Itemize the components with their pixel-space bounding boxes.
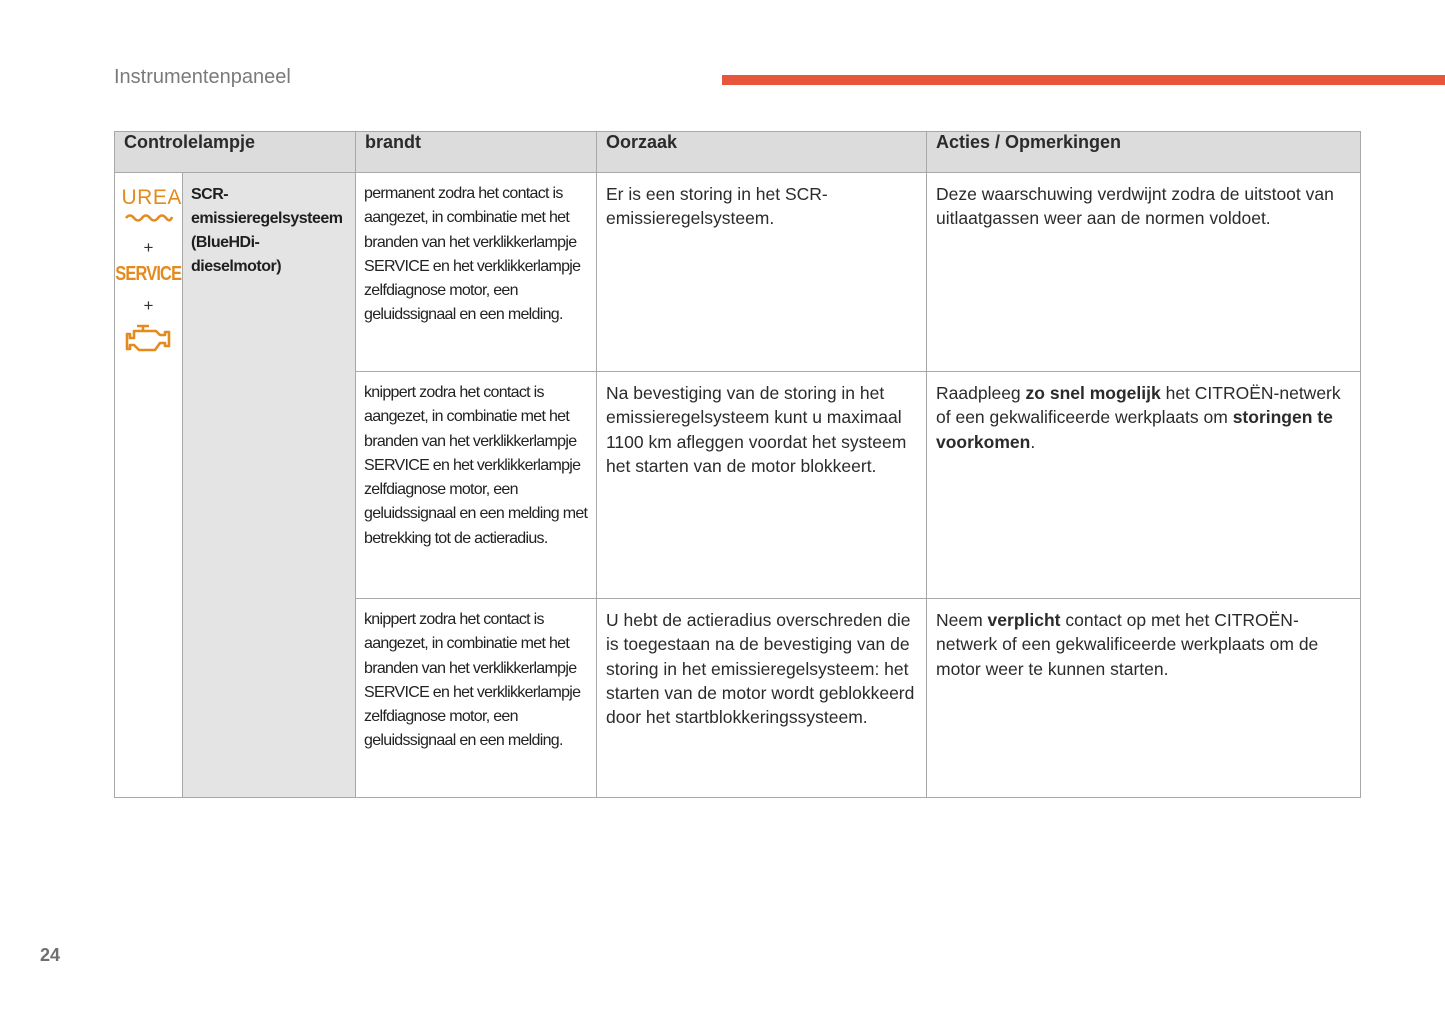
acties-emphasis: verplicht — [987, 610, 1061, 630]
oorzaak-cell: Er is een storing in het SCR-emissieregelsysteem. — [597, 173, 927, 372]
acties-cell — [927, 599, 1361, 798]
header-accent-bar — [722, 75, 1445, 85]
acties-cell — [927, 173, 1361, 372]
brandt-cell: permanent zodra het contact is aangezet, in combinatie met het branden van het verklikkerlampje SERVICE en het verklikkerlampje zelfdiagnose motor, een geluidssignaal en een melding. — [356, 173, 597, 372]
section-title: Instrumentenpaneel — [114, 66, 291, 88]
acties-emphasis: zo snel mogelijk — [1025, 383, 1161, 403]
table-row — [115, 173, 1361, 372]
header-acties: Acties / Opmerkingen — [927, 132, 1361, 173]
acties-text: . — [1030, 431, 1036, 452]
oorzaak-cell: Na bevestiging van de storing in het emissieregelsysteem kunt u maximaal 1100 km afleggen voordat het systeem het starten van de motor blokkeert. — [597, 372, 927, 599]
acties-emphasis: storingen te voorkomen — [936, 407, 1333, 452]
acties-text: Deze waarschuwing verdwijnt zodra de uitstoot van uitlaatgassen weer aan de normen voldoet. — [936, 184, 1334, 229]
table-header-row — [115, 132, 1361, 173]
warning-lamp-table — [114, 131, 1361, 798]
urea-icon-label: UREA — [121, 186, 182, 209]
acties-cell — [927, 372, 1361, 599]
plus-sign: + — [143, 238, 154, 257]
urea-icon — [121, 186, 182, 227]
brandt-cell: knippert zodra het contact is aangezet, in combinatie met het branden van het verklikkerlampje SERVICE en het verklikkerlampje zelfdiagnose motor, een geluidssignaal en een melding. — [356, 599, 597, 798]
system-name-cell: SCR-emissieregelsysteem (BlueHDi-dieselmotor) — [183, 173, 356, 798]
acties-text: contact op met het CITROËN-netwerk of een gekwalificeerde werkplaats om de motor weer te kunnen starten. — [936, 610, 1319, 679]
engine-check-icon — [124, 321, 174, 355]
header-controlelampje: Controlelampje — [115, 132, 356, 173]
oorzaak-cell: U hebt de actieradius overschreden die is toegestaan na de bevestiging van de storing in het emissieregelsysteem: het starten van de motor wordt geblokkeerd door het startblokkeringssysteem. — [597, 599, 927, 798]
acties-text: Neem — [936, 610, 988, 630]
brandt-cell: knippert zodra het contact is aangezet, in combinatie met het branden van het verklikkerlampje SERVICE en het verklikkerlampje zelfdiagnose motor, een geluidssignaal en een melding met betrekking tot de actieradius. — [356, 372, 597, 599]
plus-sign: + — [143, 296, 154, 315]
header-brandt: brandt — [356, 132, 597, 173]
page-number: 24 — [40, 945, 61, 965]
acties-text: Raadpleeg — [936, 383, 1026, 403]
urea-wave-icon — [124, 212, 174, 222]
service-icon: SERVICE — [115, 263, 182, 285]
header-oorzaak: Oorzaak — [597, 132, 927, 173]
lamp-icons-cell — [115, 173, 183, 798]
acties-text: het CITROËN-netwerk of een gekwalificeerde werkplaats om — [936, 383, 1341, 428]
